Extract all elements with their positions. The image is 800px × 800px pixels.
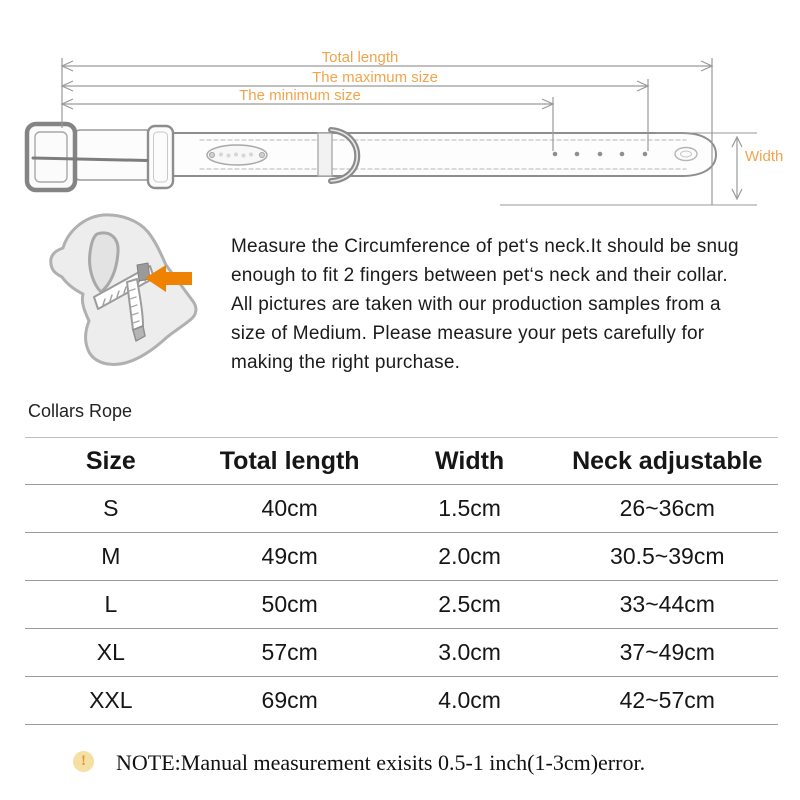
brand-plate: [207, 145, 267, 165]
table-cell: 57cm: [261, 639, 318, 665]
size-chart-table: [25, 437, 778, 725]
instruction-line: making the right purchase.: [231, 352, 461, 373]
table-cell: S: [103, 495, 119, 521]
width-label: Width: [745, 148, 784, 165]
table-cell: 4.0cm: [438, 687, 501, 713]
table-row: [25, 629, 778, 677]
table-cell: 40cm: [261, 495, 318, 521]
instruction-line: All pictures are taken with our production samples from a: [231, 294, 721, 315]
minimum-size-label: The minimum size: [239, 87, 361, 104]
instruction-line: enough to fit 2 fingers between pet‘s neck and their collar.: [231, 265, 728, 286]
table-cell: 2.0cm: [438, 543, 501, 569]
table-header-row: [25, 438, 778, 485]
size-chart-caption: Collars Rope: [28, 401, 133, 421]
table-cell: 37~49cm: [619, 639, 715, 665]
table-cell: XL: [96, 639, 125, 665]
table-cell: 3.0cm: [438, 639, 501, 665]
table-cell: 2.5cm: [438, 591, 501, 617]
table-cell: 69cm: [261, 687, 318, 713]
keeper-loop: [148, 126, 173, 188]
header-cell-total-length: Total length: [219, 446, 360, 475]
table-cell: L: [104, 591, 118, 617]
measurement-note: [73, 749, 645, 776]
table-cell: XXL: [89, 687, 133, 713]
table-row: [25, 533, 778, 581]
table-cell: 50cm: [261, 591, 318, 617]
table-row: [25, 677, 778, 725]
table-cell: 33~44cm: [619, 591, 715, 617]
table-cell: 1.5cm: [438, 495, 501, 521]
instruction-line: size of Medium. Please measure your pets carefully for: [231, 323, 705, 344]
maximum-size-label: The maximum size: [312, 69, 438, 86]
table-cell: 49cm: [261, 543, 318, 569]
note-text: NOTE:Manual measurement exisits 0.5-1 inch(1-3cm)error.: [116, 750, 646, 775]
table-cell: 30.5~39cm: [610, 543, 725, 569]
table-cell: M: [101, 543, 121, 569]
instruction-line: Measure the Circumference of pet‘s neck.It should be snug: [231, 236, 739, 257]
exclamation-icon: !: [73, 751, 94, 772]
total-length-label: Total length: [321, 49, 399, 66]
header-cell-neck-adjustable: Neck adjustable: [572, 446, 763, 475]
header-cell-width: Width: [435, 446, 505, 475]
table-cell: 42~57cm: [619, 687, 715, 713]
measuring-instructions: [231, 232, 779, 377]
collar-illustration: [27, 124, 716, 190]
table-row: [25, 581, 778, 629]
collar-diagram: [0, 0, 800, 230]
dog-measuring-illustration: [40, 205, 220, 370]
table-cell: 26~36cm: [619, 495, 715, 521]
strap-fold: [74, 130, 152, 180]
header-cell-size: Size: [85, 446, 136, 475]
table-row: [25, 485, 778, 533]
